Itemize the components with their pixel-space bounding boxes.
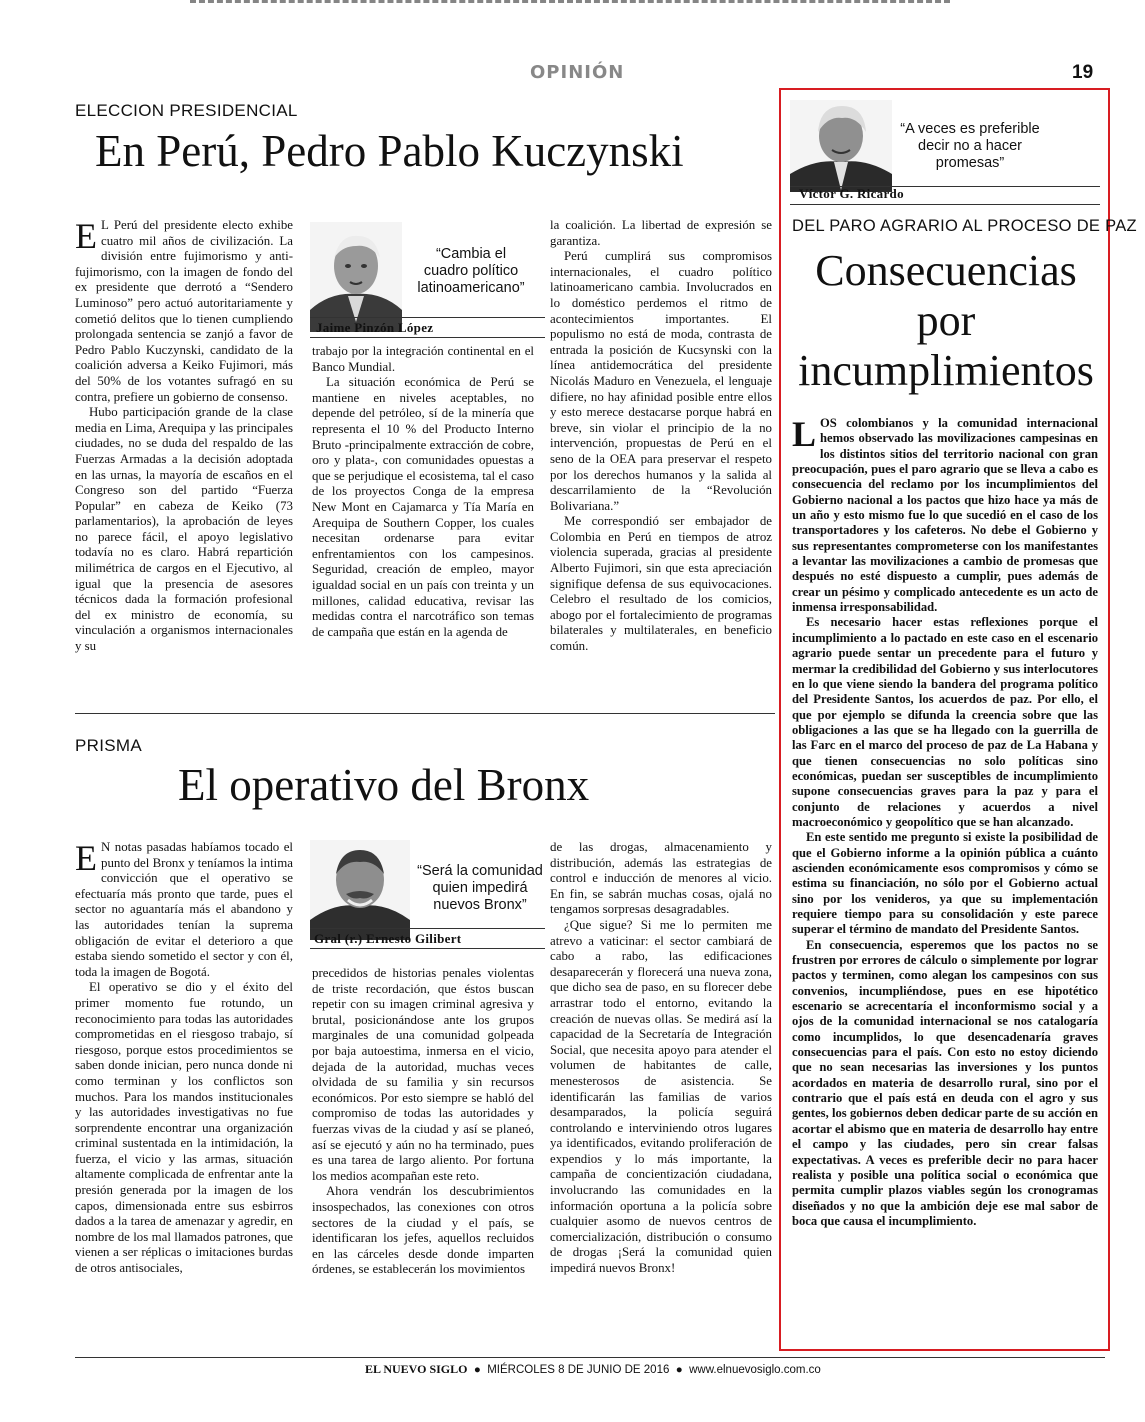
- article3-paragraph: Es necesario hacer estas reflexiones porque el incumplimiento a lo pactado en este caso en el escenario agrario puede sentar un precedente para el futuro y mermar la credibilidad del Gobierno y sus interlocutores en lo que viene siendo la bandera del programa político del Presidente Santos, los acuerdos de paz. Por ello, el que por ejemplo se difunda la creencia sobre que las obligaciones a las que se ha llegado con la guerrilla de las Farc en el marco del proceso de paz de La Habana y que tienen consecuencias no solo políticas sino económicas, puedan ser susceptibles de incumplimiento supone consecuencias graves para la paz y para el conjunto de relaciones y acuerdos a nivel macroeconómico y geopolítico que se han alcanzado.: [792, 615, 1098, 829]
- article1-paragraph: Me correspondió ser embajador de Colombia en Perú en tiempos de atroz violencia superada, gracias al presidente Alberto Fujimori, sin que esta apreciación signifique defensa de sus equivocaciones. Celebro el resultado de los comicios, abogo por el fortalecimiento de programas bilaterales y multilaterales, en beneficio común.: [550, 514, 772, 654]
- article2-column-2: [312, 966, 534, 1278]
- article2-paragraph: Ahora vendrán los descubrimientos insospechados, las conexiones con otros sectores de la ciudad y el país, se identificaran los jefes, aquellos recluidos en las cárceles desde donde imparten órdenes, se establecerán los movimientos: [312, 1184, 534, 1277]
- headline-line: Consecuencias: [815, 246, 1077, 295]
- article3-body: [792, 416, 1098, 1229]
- headline-line: por: [916, 296, 976, 345]
- article1-headline: En Perú, Pedro Pablo Kuczynski: [95, 126, 684, 176]
- section-label: OPINIÓN: [530, 62, 625, 83]
- byline-rule: [310, 928, 545, 929]
- article3-pull-quote: “A veces es preferible decir no a hacer promesas”: [900, 121, 1040, 171]
- byline-rule: [310, 317, 545, 318]
- article2-paragraph: El operativo se dio y el éxito del primer momento fue rotundo, un reconocimiento para todas las autoridades comprometidas en el riesgoso trabajo, sí riesgoso, porque estos procedimientos se saben donde inician, pero nunca donde ni como terminan y los conflictos son muchos. Para los mandos institucionales y las autoridades investigativas no fue sorprendente encontrar una organización criminal sustentada en la intimidación, la fuerza, el vicio y las armas, situación altamente complicada de enfrentar ante la presión generada por la imagen de los capos, dimensionada entre sus esbirros dados a la tarea de amenazar y agredir, en nombre de los mal llamados patrones, que vienen a ser réplicas o imitaciones burdas de otros antisociales,: [75, 980, 293, 1276]
- article1-paragraph: E L Perú del presidente electo exhibe cuatro mil años de civilización. La división entre fujimorismo y anti-fujimorismo, con la imagen de fondo del ex presidente que derrotó a “Sendero Luminoso” pero actuó autoritariamente y cometió delitos que lo tienen cumpliendo prolongada sentencia se zanjó a favor de Pedro Pablo Kuczynski, candidato de la coalición adversa a Keiko Fujimori, más del 50% de los votantes sufragó en su contra, prefiere un gobierno de consenso.: [75, 216, 293, 404]
- article2-author: Gral (r.) Ernesto Gilibert: [314, 931, 462, 946]
- article2-paragraph: precedidos de historias penales violentas de triste recordación, que éstos buscan repetir con su imagen criminal agresiva y brutal, posicionándose ante los grupos marginales de una comunidad golpeada por baja autoestima, inmersa en el vicio, dejada de la autoridad, muchas veces olvidada de su familia y sin recursos económicos. Por esto siempre se habló del compromiso de todas las autoridades y fuerzas vivas de la ciudad y así se planeó, así se ejecutó y aún no ha terminado, pues es una tarea de largo aliento. Por fortuna los medios acompañan este reto.: [312, 966, 534, 1183]
- article2-column-1: [75, 840, 293, 1277]
- article1-paragraph: la coalición. La libertad de expresión se garantiza.: [550, 218, 772, 248]
- article3-paragraph: LOS colombianos y la comunidad internacional hemos observado las movilizaciones campesinas en los distintos sitios del territorio nacional con gran preocupación, pues el paro agrario que se lleva a cabo es consecuencia del reclamo por los incumplimientos del Gobierno nacional a los pactos que hizo hace ya más de un año y esto mismo fue lo que sucedió en el caso de los transportadores y los cafeteros. No debe el Gobierno y sus representantes comprometerse con los manifestantes a levantar las movilizaciones a cambio de promesas que después no esté dispuesto a cumplir, pues además de crear un pésimo y complicado antecedente es un acto de inmensa irresponsabilidad.: [792, 414, 1098, 615]
- article3-headline: [790, 246, 1102, 396]
- article3-author: Víctor G. Ricardo: [799, 186, 904, 201]
- article2-paragraph: ¿Que sigue? Si me lo permiten me atrevo a vaticinar: el sector cambiará de cabo a rabo, las edificaciones desaparecerán y florecerá una nueva zona, que dicho sea de paso, en su florecer debe arrastrar todo el entorno, evitando la creación de nuevas ollas. Se medirá así la capacidad de la Secretaría de Integración Social, que necesita apoyo para atender el volumen de habitantes de calle, menesterosos de asistencia. Se identificarán las familias de varios desamparados, la policía seguirá controlando e interviniendo otros lugares ya identificados, evitando proliferación de expendios y lo más importante, la campaña de concientización ciudadana, involucrando las comunidades en la información oportuna a la policía sobre cualquier asomo de nuevos centros de comercialización, distribución o consumo de drogas ¡Será la comunidad quien impedirá nuevos Bronx!: [550, 917, 772, 1276]
- article2-headline: El operativo del Bronx: [178, 760, 590, 810]
- byline-rule: [310, 337, 545, 338]
- article1-paragraph: trabajo por la integración continental en el Banco Mundial.: [312, 344, 534, 374]
- bullet-icon: ●: [470, 1364, 485, 1376]
- article2-paragraph: E N notas pasadas habíamos tocado el punto del Bronx y teníamos la intima convicción que el operativo se efectuaría más pronto que tarde, pues el sector no aguantaría más el abandono y las autoridades tenían la suprema obligación de evitar el deterioro a que estaba siendo sometido el sector y con él, toda la imagen de Bogotá.: [75, 838, 293, 979]
- article3-kicker: DEL PARO AGRARIO AL PROCESO DE PAZ: [792, 217, 1137, 235]
- section-divider: [75, 713, 775, 714]
- author-photo: [790, 100, 892, 192]
- portrait-image: [790, 100, 892, 192]
- author-photo: [310, 840, 410, 940]
- top-cut-strip: [190, 0, 950, 9]
- drop-cap: E: [75, 216, 97, 256]
- article1-column-2: [312, 344, 534, 640]
- article2-paragraph: de las drogas, almacenamiento y distribución, además las estrategias de control e inducción de menores al vicio. En fin, se sabrán muchas cosas, ojalá no tengamos sorpresas desagradables.: [550, 840, 772, 917]
- article2-pull-quote: “Será la comunidad quien impedirá nuevos Bronx”: [417, 863, 543, 913]
- page-number: 19: [1072, 62, 1094, 83]
- article1-paragraph: Perú cumplirá sus compromisos internacionales, el cuadro político latinoamericano cambia. Involucrados en lo doméstico perdemos el ritmo de acontecimientos importantes. El populismo no está de moda, contrasta de entrada la posición de Kucsynski con la línea antidemocrática del presidente Nicolás Maduro en Venezuela, el lenguaje difiere, no hay afinidad posible entre ellos y esto merece destacarse porque habrá en breve, sin violar el principio de la no intervención, propuestas de Perú en el seno de la OEA para preservar el respeto por los derechos humanos y la salida al descarrilamiento de la “Revolución Bolivariana.”: [550, 249, 772, 513]
- footer: [365, 1362, 821, 1377]
- article1-paragraph: Hubo participación grande de la clase media en Lima, Arequipa y las principales ciudades, no se duda del respaldo de las Fuerzas Armadas a la decisión adoptada en las urnas, la mayoría de escaños en el Congreso son del partido “Fuerza Popular” en cabeza de Keiko (73 parlamentarios), la aprobación de leyes no parece fácil, el apoyo legislativo todavía no es claro. Habrá repartición milimétrica de cargos en el Ejecutivo, al igual que la presencia de asesores técnicos dada la formación profesional del ex ministro de economía, su vinculación a organismos internacionales y su: [75, 405, 293, 654]
- article2-kicker: PRISMA: [75, 736, 142, 755]
- byline-rule: [310, 948, 545, 949]
- footer-rule: [75, 1357, 1105, 1358]
- drop-cap: E: [75, 838, 97, 878]
- headline-line: incumplimientos: [798, 346, 1094, 395]
- author-photo: [310, 222, 402, 332]
- drop-cap: L: [792, 414, 817, 454]
- portrait-image: [310, 222, 402, 332]
- article1-column-3: [550, 218, 772, 655]
- article1-paragraph: La situación económica de Perú se mantiene en niveles aceptables, no depende del petróleo, sí de la minería que representa el 10 % del Producto Interno Bruto -principalmente extracción de cobre, oro y plata-, con comunidades opuestas a que se perjudique el ecosistema, tal el caso de los proyectos Conga de la empresa New Mont en Cajamarca y Tía María en Arequipa de Southern Copper, los cuales necesitan ordenarse para evitar enfrentamientos con los campesinos. Seguridad, creación de empleo, mayor igualdad social en un país con treinta y un millones, calidad educativa, revisar las medidas contra el narcotráfico son temas de campaña que están en la agenda de: [312, 375, 534, 639]
- byline-rule: [790, 204, 1100, 205]
- article1-column-1: [75, 218, 293, 655]
- article1-kicker: ELECCION PRESIDENCIAL: [75, 101, 298, 120]
- portrait-image: [310, 840, 410, 940]
- bullet-icon: ●: [672, 1364, 686, 1376]
- footer-url[interactable]: www.elnuevosiglo.com.co: [689, 1364, 821, 1376]
- article3-paragraph: En este sentido me pregunto si existe la posibilidad de que el Gobierno informe a la opinión pública a cuánto ascienden económicamente esos compromisos y cómo se estima su financiación, no sólo por el Gobierno actual sino por los venideros, ya que su implementación requiere tiempo para su consolidación y este parece superar el término de mandato del Presidente Santos.: [792, 830, 1098, 937]
- article3-paragraph: En consecuencia, esperemos que los pactos no se frustren por errores de cálculo o simplemente por lograr pactos y terminen, como alegan los campesinos con sus convenios, incumpliéndose, pues en ese hipotético escenario se acrecentaría el inconformismo social y a ojos de la comunidad internacional se nos catalogaría como incumplidos, lo que desencadenaría graves consecuencias para el país. Con esto no estoy diciendo que no sean necesarias las inversiones y los puntos acordados en materia de desarrollo rural, sino por el contrario que el país está en deuda con el agro y sus gentes, los gobiernos deben dedicar parte de su acción en acortar el abismo que en materia de desarrollo hay entre el campo y las ciudades, pero sin crear falsas expectativas. A veces es preferible decir no para hacer realista y posible una política social o económica que permita cumplir plazos viables según los cronogramas diseñados y no que la ambición deje ese mal sabor de boca que causa el incumplimiento.: [792, 937, 1098, 1228]
- article2-column-3: [550, 840, 772, 1277]
- article1-author: Jaime Pinzón López: [316, 320, 434, 335]
- footer-brand: EL NUEVO SIGLO: [365, 1362, 468, 1376]
- footer-date: MIÉRCOLES 8 DE JUNIO DE 2016: [487, 1364, 670, 1376]
- article1-pull-quote: “Cambia el cuadro político latinoamericano”: [417, 246, 525, 296]
